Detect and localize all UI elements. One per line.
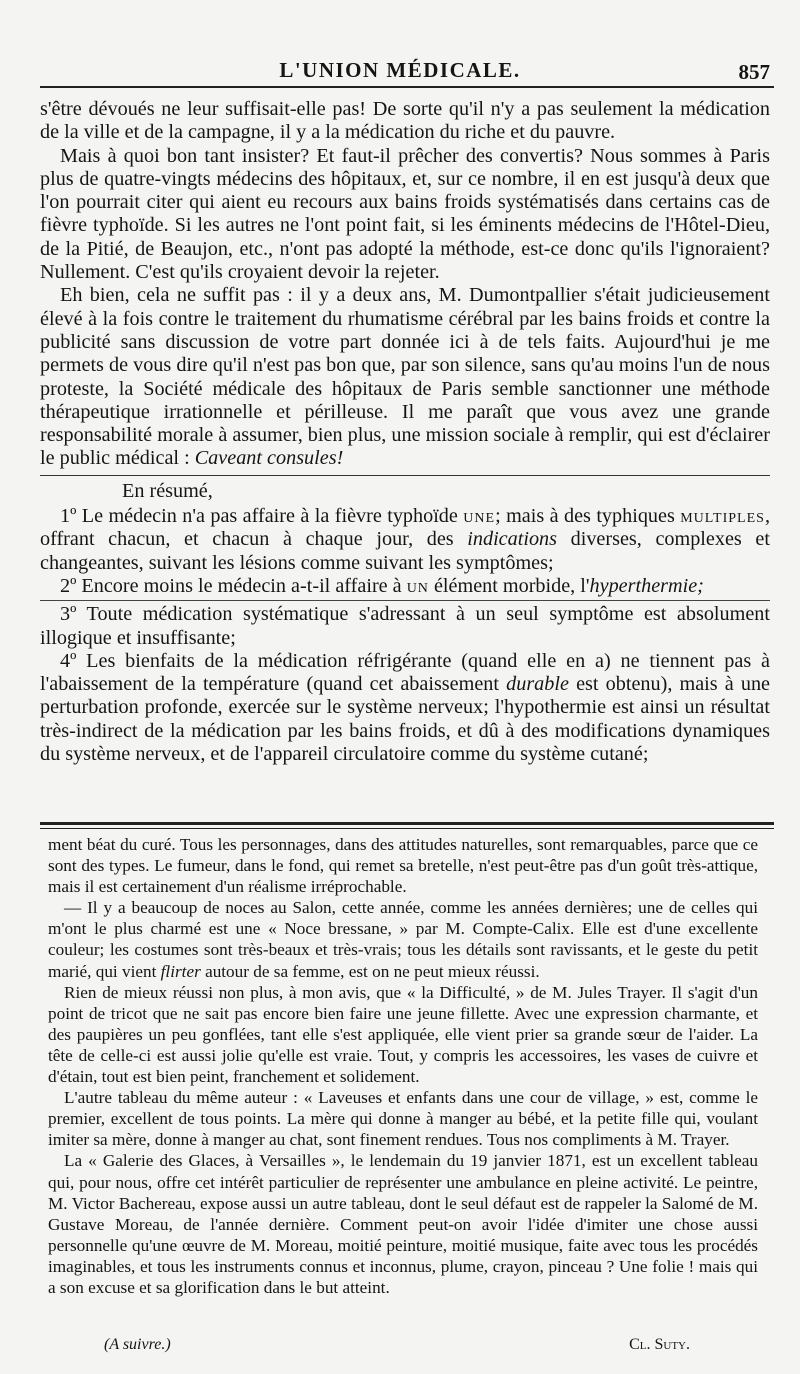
paragraph-2: Mais à quoi bon tant insister? Et faut-il prêcher des convertis? Nous sommes à Paris plus de quatre-vingts médecins des hôpitaux, et, sur ce nombre, il en est jusqu'à deux que l'on pourrait citer qui aient eu recours aux bains froids systématisés dans certains cas de fièvre typhoïde. Si les autres ne l'ont point fait, si les éminents médecins de l'Hôtel-Dieu, de la Pitié, de Beaujon, etc., n'ont pas adopté la méthode, est-ce donc qu'ils l'ignoraient? Nullement. C'est qu'ils croyaient devoir la rejeter. — [40, 144, 770, 284]
feuilleton-paragraph-2 — [48, 897, 758, 981]
feuilleton-2-flirter: flirter — [160, 961, 201, 981]
page-number: 857 — [738, 60, 770, 84]
a-suivre: (A suivre.) — [104, 1336, 171, 1353]
item-1-multiples: multiples — [680, 505, 765, 528]
feuilleton-column — [48, 834, 758, 1298]
feuilleton-paragraph-1: ment béat du curé. Tous les personnages, dans des attitudes naturelles, sont remarquables, parce que ce sont des types. Le fumeur, dans le fond, qui remet sa bretelle, n'est peut-être pas d'un goût très-attique, mais il est certainement d'un réalisme irréprochable. — [48, 835, 758, 897]
item-1-text-a: 1º Le médecin n'a pas affaire à la fièvre typhoïde — [60, 505, 464, 528]
item-4-durable: durable — [506, 673, 569, 696]
feuilleton-2-text-a: — Il y a beaucoup de noces au Salon, cette année, comme les années dernières; une de celles qui m'ont le plus charmé est une « Noce bressane, » par M. Compte-Calix. Elle est d'une excellente couleur; les costumes sont très-beaux et très-vrais; tous les détails sont ravissants, et le geste du petit marié, qui vient — [48, 898, 758, 981]
item-1-une: une — [463, 505, 496, 528]
feuilleton-paragraph-3: Rien de mieux réussi non plus, à mon avis, que « la Difficulté, » de M. Jules Trayer. Il s'agit d'un point de tricot que ne sait pas encore bien faire une jeune fillette. Avec une expression charmante, et des paupières un peu gonflées, tant elle s'est appliquée, elle vient prier sa grande sœur de l'aider. La tête de celle-ci est aussi jolie qu'elle est vraie. Tout, y compris les accessoires, les vases de cuivre et d'étain, tout est bien peint, franchement et solidement. — [48, 982, 758, 1087]
main-article — [40, 98, 770, 766]
paragraph-3-text: Eh bien, cela ne suffit pas : il y a deux ans, M. Dumontpallier s'était judicieusement élevé à la fois contre le traitement du rhumatisme cérébral par les bains froids et contre la publicité sans discussion de votre part donnée ici à de tels faits. Aujourd'hui je me permets de vous dire qu'il n'est pas bon que, par son silence, sans qu'au moins l'un de nous proteste, la Société médicale des hôpitaux de Paris semble sanctionner une méthode thérapeutique irrationnelle et périlleuse. Il me paraît que vous avez une grande responsabilité morale à assumer, bien plus, une mission sociale à remplir, qui est d'éclairer le public médical : — [40, 284, 770, 470]
feuilleton-paragraph-4: L'autre tableau du même auteur : « Laveuses et enfants dans une cour de village, » est, comme le premier, excellent de tous points. La mère qui donne à manger au bébé, et la petite fille qui, voulant imiter sa mère, donne à manger au chat, sont finement rendues. Tous nos compliments à M. Trayer. — [48, 1088, 758, 1150]
author-signature: Cl. Suty. — [629, 1336, 690, 1353]
paragraph-3 — [40, 284, 770, 470]
item-4-text-b: est obtenu), mais à une perturbation profonde, exercée sur le système nerveux; l'hypothermie est ainsi un résultat très-indirect de la médication par les bains froids, et dû à des modifications dynamiques du système nerveux, et de l'appareil circulatoire comme du système cutané; — [40, 673, 771, 766]
section-rule — [40, 475, 770, 476]
conclusion-item-3: 3º Toute médication systématique s'adressant à un seul symptôme est absolument illogique et insuffisante; — [40, 603, 770, 649]
item-1-text-d: diverses, complexes et changeantes, suivant les lésions comme suivant les symptômes; — [40, 528, 770, 574]
item-1-text-c: , offrant chacun, et chacun à chaque jour, des — [40, 505, 770, 551]
item-2-text-a: 2º Encore moins le médecin a-t-il affaire à — [60, 574, 407, 597]
item-2-hyperthermie: hyperthermie; — [589, 574, 704, 597]
item-2-un: un — [406, 574, 429, 597]
item-4-text-a: 4º Les bienfaits de la médication réfrigérante (quand elle en a) ne tiennent pas à l'abaissement de la température (quand cet abaissement — [40, 649, 770, 696]
conclusion-item-1 — [40, 505, 770, 575]
item-1-indications: indications — [467, 528, 558, 551]
header-rule — [40, 86, 774, 88]
paragraph-1: s'être dévoués ne leur suffisait-elle pas! De sorte qu'il n'y a pas seulement la médication de la ville et de la campagne, il y a la médication du riche et du pauvre. — [40, 98, 770, 144]
item-1-text-b: ; mais à des typhiques — [495, 505, 681, 528]
conclusion-item-4 — [40, 650, 770, 766]
feuilleton-divider — [40, 822, 774, 829]
conclusion-item-2 — [40, 575, 770, 598]
caveant-consules: Caveant consules! — [194, 447, 344, 470]
item-rule — [40, 600, 770, 601]
feuilleton-footer — [104, 1336, 690, 1354]
running-title: L'UNION MÉDICALE. — [279, 58, 521, 82]
item-2-text-b: élément morbide, l' — [428, 574, 590, 597]
feuilleton-paragraph-5: La « Galerie des Glaces, à Versailles », le lendemain du 19 janvier 1871, est un excellent tableau qui, pour nous, offre cet intérêt particulier de représenter une ambulance en pleine activité. Le peintre, M. Victor Bachereau, expose aussi un autre tableau, dont le seul défaut est de rappeler la Salomé de M. Gustave Moreau, de l'année dernière. Comment peut-on avoir l'idée d'imiter une chose aussi personnelle qu'une œuvre de M. Moreau, moitié peinture, moitié musique, faite avec tous les procédés imaginables, et tous les instruments connus et inconnus, plume, crayon, pinceau ? Une folie ! mais qui a son excuse et sa glorification dans le but atteint. — [48, 1151, 758, 1297]
feuilleton-2-text-b: autour de sa femme, est on ne peut mieux réussi. — [200, 961, 540, 981]
page-header — [0, 52, 800, 86]
resume-heading: En résumé, — [122, 479, 213, 502]
